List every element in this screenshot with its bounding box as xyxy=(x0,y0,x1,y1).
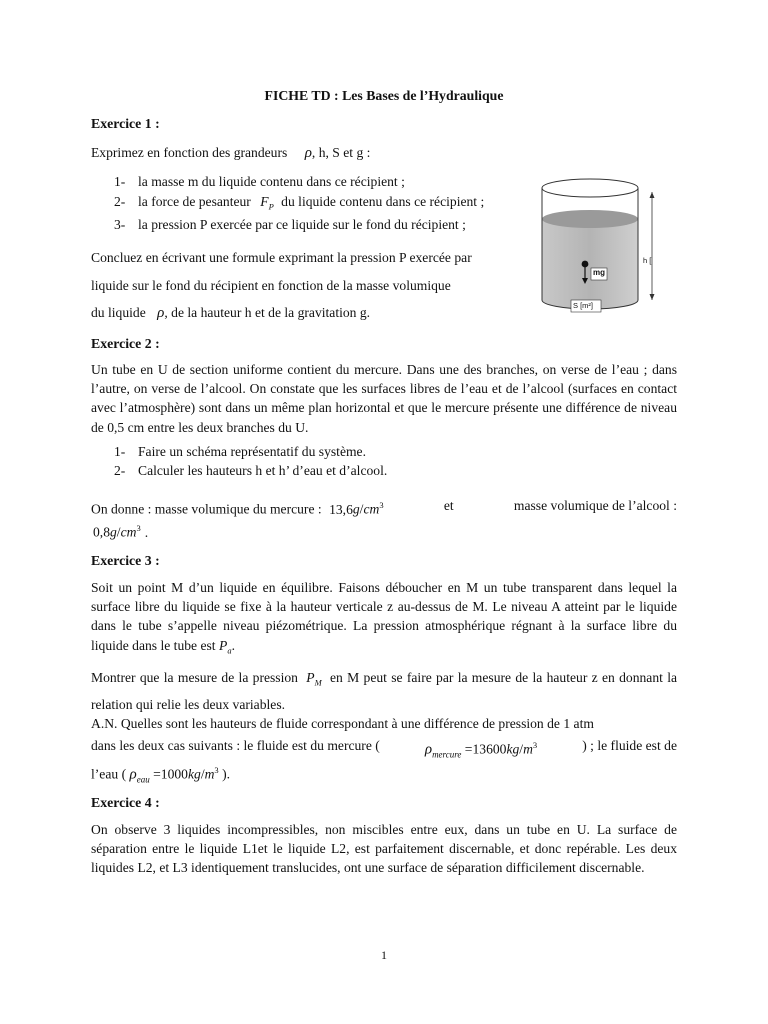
exercise-2-data-line-2: $0,8g/cm^3$ . xyxy=(93,523,149,540)
mass-point xyxy=(582,261,589,268)
exercise-1-heading: Exercice 1 : xyxy=(91,116,160,131)
exercise-3-an-line-1: A.N. Quelles sont les hauteurs de fluide correspondant à une différence de pression de 1 atm xyxy=(91,716,594,731)
exercise-1-conclusion-line-2: liquide sur le fond du récipient en fonction de la masse volumique xyxy=(91,278,451,293)
exercise-1-conclusion-line-3: du liquide ρ, de la hauteur h et de la gravitation g. xyxy=(91,305,371,321)
page-number: 1 xyxy=(381,948,387,962)
exercise-2-data-line-1: On donne : masse volumique du mercure : $13,6g/cm^3$ et masse volumique de l’alcool : xyxy=(91,498,677,517)
exercise-1-item-3: 3- la pression P exercée par ce liquide sur le fond du récipient ; xyxy=(114,217,466,232)
container-figure xyxy=(528,172,668,320)
cylinder-diagram xyxy=(528,172,668,320)
exercise-1-item-1: 1- la masse m du liquide contenu dans ce récipient ; xyxy=(114,174,405,189)
area-label: S [m²] xyxy=(573,301,593,310)
exercise-2-item-1: 1- Faire un schéma représentatif du système. xyxy=(114,444,366,459)
exercise-3-heading: Exercice 3 : xyxy=(91,553,160,568)
exercise-2-paragraph: Un tube en U de section uniforme contient du mercure. Dans une des branches, on verse de l’eau ; dans l’autre, on verse de l’alcool. On constate que les surfaces libres de l’eau et de l’alcool (surfaces en contact avec l’atmosphère) sont dans un même plan horizontal et que le mercure présente une différence de niveau de 0,5 cm entre les deux branches du U. xyxy=(91,362,677,435)
liquid-body xyxy=(542,219,638,309)
rho-symbol: ρ xyxy=(304,145,312,161)
container-rim xyxy=(542,179,638,197)
exercise-4-paragraph: On observe 3 liquides incompressibles, non miscibles entre eux, dans un tube en U. La surface de séparation entre le liquide L1et le liquide L2, est parfaitement discernable, et donc repérable. Les deux liquides L2, et L3 identiquement translucides, ont une surface de séparation difficilement discernable. xyxy=(91,822,677,876)
exercise-2-item-2: 2- Calculer les hauteurs h et h’ d’eau et d’alcool. xyxy=(114,463,388,478)
exercise-1-item-2: 2- la force de pesanteur $F_P$ du liquide contenu dans ce récipient ; xyxy=(114,194,485,212)
exercise-3-paragraph: Soit un point M d’un liquide en équilibre. Faisons déboucher en M un tube transparent dans lequel la surface libre du liquide se fixe à la hauteur verticale z au-dessus de M. Le niveau A atteint par le liquide dans le tube s’appelle niveau piézométrique. La pression atmosphérique régnant à la surface libre du liquide dans le tube est $P_a$. xyxy=(91,580,677,656)
exercise-1-intro: Exprimez en fonction des grandeurs ρ, h, S et g : xyxy=(91,145,371,161)
weight-label: mg xyxy=(593,268,605,277)
height-label: h [ xyxy=(643,256,652,265)
liquid-surface xyxy=(542,210,638,228)
page-title: FICHE TD : Les Bases de l’Hydraulique xyxy=(264,88,504,103)
exercise-1-conclusion-line-1: Concluez en écrivant une formule exprimant la pression P exercée par xyxy=(91,250,472,265)
exercise-4-heading: Exercice 4 : xyxy=(91,795,160,810)
exercise-2-heading: Exercice 2 : xyxy=(91,336,160,351)
exercise-3-show: Montrer que la mesure de la pression $P_M$ en M peut se faire par la mesure de la hauteur z en donnant la relation qui relie les deux variables. xyxy=(91,670,678,712)
exercise-3-an-line-2: dans les deux cas suivants : le fluide est du mercure ( $\rho_{mercure} =13600kg/m^3$ ) ; le fluide est de xyxy=(91,738,677,760)
exercise-3-an-line-3: l’eau ( $\rho_{eau} =1000kg/m^3$ ). xyxy=(91,765,231,785)
